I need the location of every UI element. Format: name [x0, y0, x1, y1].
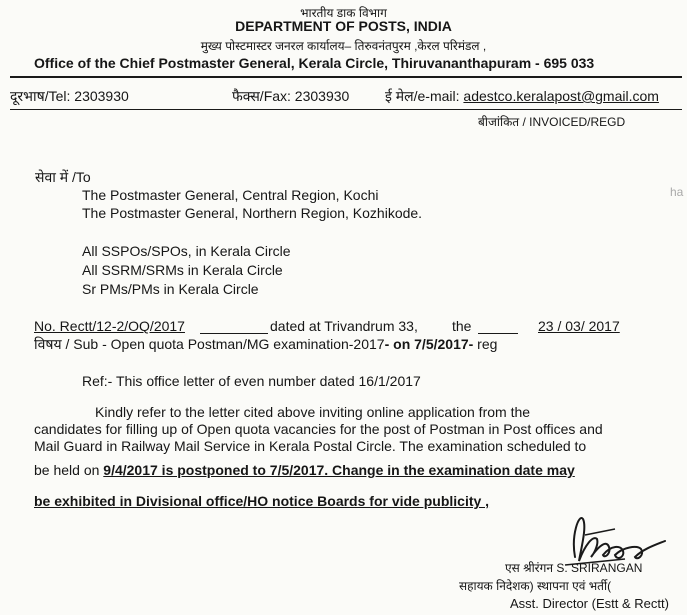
- margin-fragment: ha: [670, 185, 684, 199]
- fax: फैक्स/Fax: 2303930: [232, 88, 350, 104]
- addressee-line: Sr PMs/PMs in Kerala Circle: [82, 281, 259, 297]
- subject-date: - on 7/5/2017-: [384, 336, 474, 352]
- subject-suffix: reg: [473, 336, 498, 352]
- email-label: ई मेल/e-mail:: [385, 88, 464, 104]
- header-rule: [10, 76, 682, 78]
- date-underline: [478, 333, 518, 334]
- body-line: Kindly refer to the letter cited above inviting online application from the: [95, 404, 531, 420]
- email-link[interactable]: adestco.keralapost@gmail.com: [463, 88, 659, 104]
- publicity-notice: be exhibited in Divisional office/HO notice Boards for vide publicity ,: [34, 493, 490, 509]
- tel: दूरभाष/Tel: 2303930: [10, 88, 129, 104]
- dated-at: dated at Trivandrum 33,: [270, 318, 418, 334]
- invoiced-label: बीजांकित / INVOICED/REGD: [478, 115, 626, 129]
- addressee-block-2: [82, 242, 291, 299]
- to-label: सेवा में /To: [35, 169, 91, 185]
- addressee-line: The Postmaster General, Northern Region, Kozhikode.: [82, 205, 423, 221]
- contact-rule: [10, 109, 682, 110]
- body-line-postponed: [34, 462, 575, 478]
- signatory-name: एस श्रीरंगन S. SRIRANGAN: [505, 561, 643, 575]
- addressee-line: All SSRM/SRMs in Kerala Circle: [82, 262, 283, 278]
- the-word: the: [452, 318, 472, 334]
- body-line: candidates for filling up of Open quota vacancies for the post of Postman in Post offices and: [34, 421, 603, 437]
- signatory-title-english: Asst. Director (Estt & Rectt): [510, 596, 669, 611]
- office-hindi: मुख्य पोस्टमास्टर जनरल कार्यालय– तिरुवनंतपुरम ,केरल परिमंडल ,: [200, 39, 487, 53]
- body-line: Mail Guard in Railway Mail Service in Kerala Postal Circle. The examination scheduled to: [34, 438, 587, 454]
- email-line: [385, 87, 659, 106]
- dept-hindi: भारतीय डाक विभाग: [300, 6, 387, 20]
- ref-line: Ref:- This office letter of even number dated 16/1/2017: [82, 373, 421, 389]
- postponement-notice: 9/4/2017 is postponed to 7/5/2017. Change in the examination date may: [103, 462, 575, 478]
- body-prefix: be held on: [34, 462, 104, 478]
- ref-underline: [200, 333, 268, 334]
- subject-line: [34, 335, 497, 354]
- office-english: Office of the Chief Postmaster General, Kerala Circle, Thiruvananthapuram - 695 033: [34, 55, 595, 71]
- addressee-block-1: [82, 186, 422, 222]
- signatory-title-hindi: सहायक निदेशक) स्थापना एवं भर्ती(: [459, 579, 612, 593]
- ref-number: No. Rectt/12-2/OQ/2017: [34, 318, 185, 334]
- dept-english: DEPARTMENT OF POSTS, INDIA: [235, 18, 452, 34]
- letter-date: 23 / 03/ 2017: [538, 318, 620, 334]
- subject-prefix: विषय / Sub - Open quota Postman/MG examination-2017: [34, 336, 385, 352]
- addressee-line: All SSPOs/SPOs, in Kerala Circle: [82, 243, 291, 259]
- addressee-line: The Postmaster General, Central Region, Kochi: [82, 187, 379, 203]
